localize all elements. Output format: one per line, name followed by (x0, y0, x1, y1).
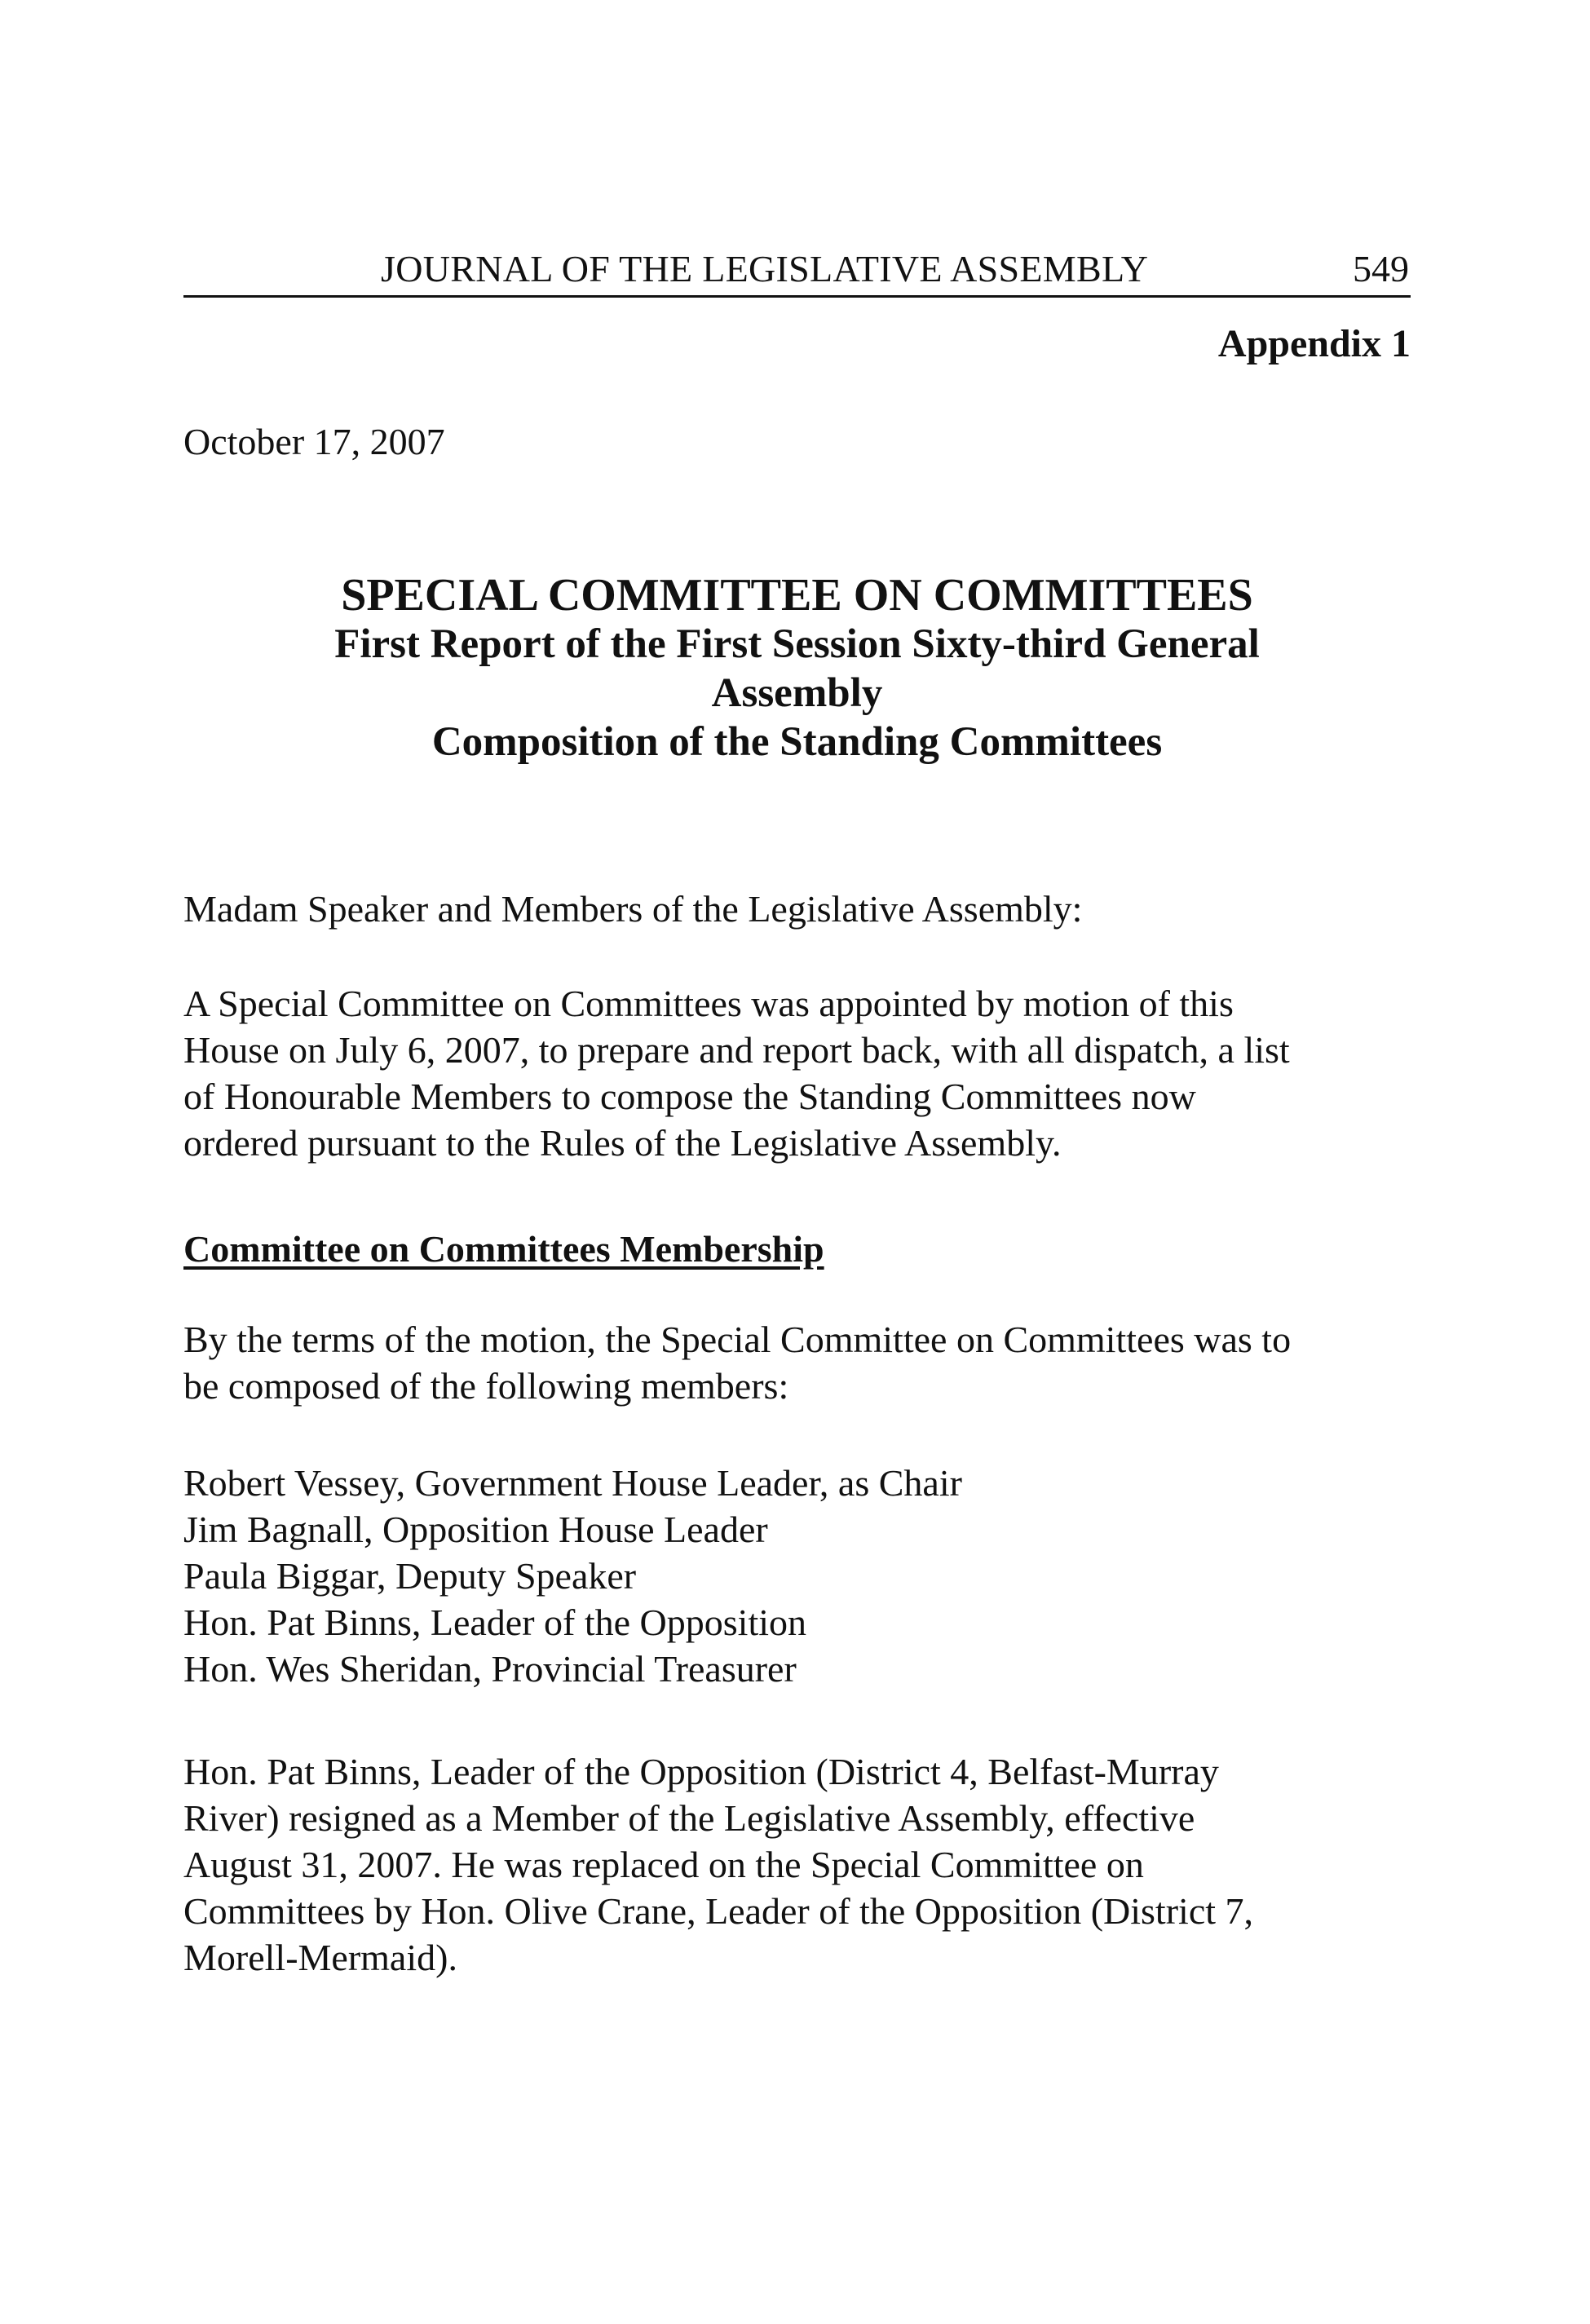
page-header (183, 243, 1411, 298)
paragraph-appointment (183, 980, 1423, 1166)
title-line-4: Composition of the Standing Committees (431, 719, 1163, 765)
paragraph-composition (183, 1316, 1423, 1409)
salutation: Madam Speaker and Members of the Legislative Assembly: (183, 888, 1083, 930)
paragraph-line: Committees by Hon. Olive Crane, Leader of the Opposition (District 7, (183, 1890, 1254, 1932)
paragraph-line: River) resigned as a Member of the Legislative Assembly, effective (183, 1797, 1195, 1839)
member-item: Jim Bagnall, Opposition House Leader (183, 1509, 768, 1550)
report-title (183, 571, 1411, 767)
member-item: Paula Biggar, Deputy Speaker (183, 1555, 637, 1597)
paragraph-line: By the terms of the motion, the Special Committee on Committees was to (183, 1319, 1292, 1360)
paragraph-line: ordered pursuant to the Rules of the Legislative Assembly. (183, 1122, 1062, 1164)
paragraph-line: of Honourable Members to compose the Standing Committees now (183, 1076, 1196, 1117)
paragraph-line: House on July 6, 2007, to prepare and report back, with all dispatch, a list (183, 1029, 1290, 1071)
paragraph-replacement (183, 1748, 1423, 1981)
running-head: JOURNAL OF THE LEGISLATIVE ASSEMBLY (381, 248, 1149, 289)
paragraph-line: be composed of the following members: (183, 1365, 789, 1407)
member-item: Hon. Wes Sheridan, Provincial Treasurer (183, 1648, 797, 1690)
paragraph-line: August 31, 2007. He was replaced on the Special Committee on (183, 1844, 1144, 1885)
paragraph-line: A Special Committee on Committees was appointed by motion of this (183, 983, 1234, 1024)
title-line-3: Assembly (711, 670, 883, 716)
member-list (183, 1460, 1423, 1692)
title-line-2: First Report of the First Session Sixty-third General (334, 621, 1260, 667)
page-number: 549 (1353, 248, 1409, 289)
title-line-1: SPECIAL COMMITTEE ON COMMITTEES (341, 570, 1253, 621)
section-heading: Committee on Committees Membership (183, 1228, 824, 1270)
member-item: Robert Vessey, Government House Leader, as Chair (183, 1462, 962, 1504)
paragraph-line: Morell-Mermaid). (183, 1937, 457, 1978)
member-item: Hon. Pat Binns, Leader of the Opposition (183, 1602, 807, 1643)
appendix-label: Appendix 1 (1217, 322, 1411, 365)
paragraph-line: Hon. Pat Binns, Leader of the Opposition (District 4, Belfast-Murray (183, 1751, 1219, 1792)
report-date: October 17, 2007 (183, 421, 445, 462)
